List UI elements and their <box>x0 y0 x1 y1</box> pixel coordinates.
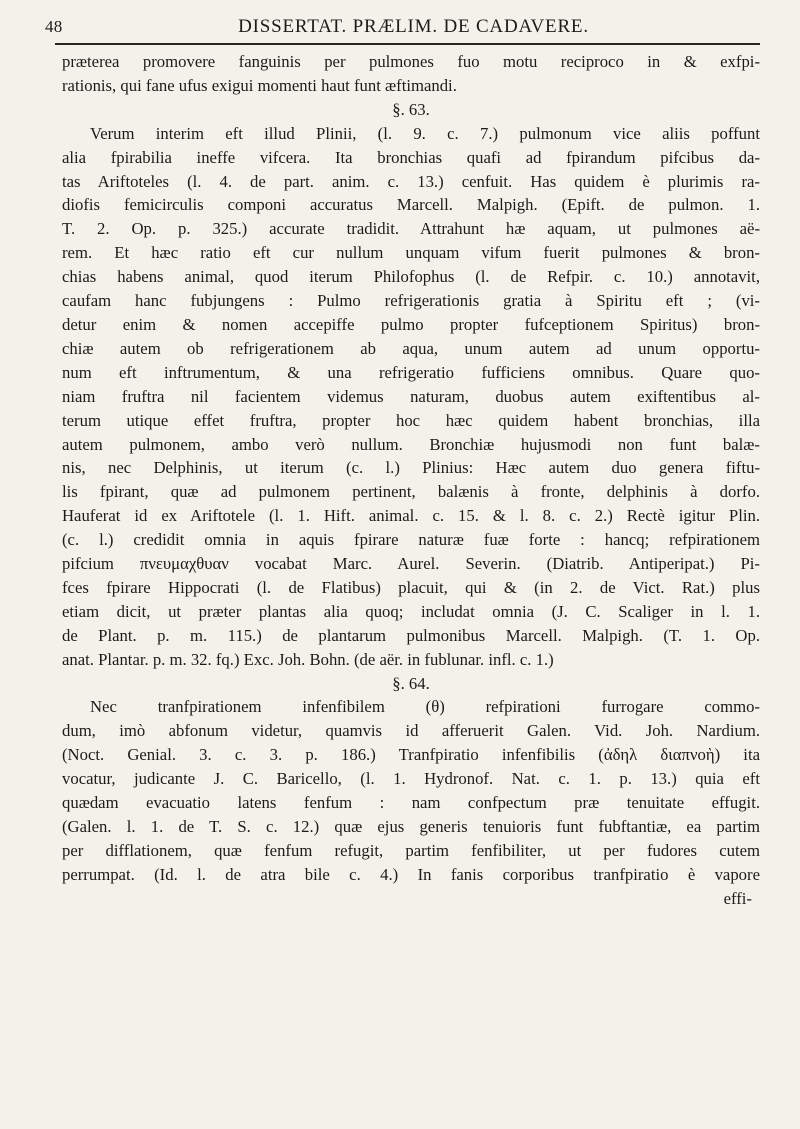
text-line: nis, nec Delphinis, ut iterum (c. l.) Plinius: Hæc autem duo genera fiftu- <box>62 458 760 478</box>
text-line: num eft inftrumentum, & una refrigeratio fufficiens omnibus. Quare quo- <box>62 362 760 382</box>
text-line: chiæ autem ob refrigerationem ab aqua, unum autem ad unum opportu- <box>62 338 760 358</box>
text-line: chias habens animal, quod iterum Philofophus (l. de Refpir. c. 10.) annotavit, <box>62 267 760 287</box>
text-line: autem pulmonem, ambo verò nullum. Bronchiæ hujusmodi non funt balæ- <box>62 434 760 454</box>
text-line: perrumpat. (Id. l. de atra bile c. 4.) In fanis corporibus tranfpiratio è vapore <box>62 864 760 884</box>
text-line: (Noct. Genial. 3. c. 3. p. 186.) Tranfpiratio infenfibilis (ἀδηλ διαπνοὴ) ita <box>62 745 760 765</box>
running-head: DISSERTAT. PRÆLIM. DE CADAVERE. <box>238 16 589 37</box>
page-header <box>45 16 760 38</box>
text-line: T. 2. Op. p. 325.) accurate tradidit. Attrahunt hæ aquam, ut pulmones aë- <box>62 219 760 239</box>
text-line: (c. l.) credidit omnia in aquis fpirare naturæ fuæ forte : hancq; refpirationem <box>62 530 760 550</box>
text-line: tas Ariftoteles (l. 4. de part. anim. c. 13.) cenfuit. Has quidem è plurimis ra- <box>62 171 760 191</box>
text-line: dum, imò abfonum videtur, quamvis id afferuerit Galen. Vid. Joh. Nardium. <box>62 721 760 741</box>
text-line: rem. Et hæc ratio eft cur nullum unquam vifum fuerit pulmones & bron- <box>62 243 760 263</box>
text-line: terum utique effet fruftra, propter hoc hæc quidem habent bronchias, illa <box>62 410 760 430</box>
text-line: etiam dicit, ut præter plantas alia quoq; includat omnia (J. C. Scaliger in l. 1. <box>62 601 760 621</box>
page-number: 48 <box>45 17 63 36</box>
text-line: diofis femicirculis componi accuratus Marcell. Malpigh. (Epift. de pulmon. 1. <box>62 195 760 215</box>
text-line: (Galen. l. 1. de T. S. c. 12.) quæ ejus generis tenuioris funt fubftantiæ, ea partim <box>62 817 760 836</box>
text-line: lis fpirant, quæ ad pulmonem pertinent, balænis à fronte, delphinis à dorfo. <box>62 482 760 502</box>
text-line: quædam evacuatio latens fenfum : nam confpectum præ tenuitate effugit. <box>62 793 760 813</box>
text-line: pifcium πνευμαχθυαν vocabat Marc. Aurel. Severin. (Diatrib. Antiperipat.) Pi- <box>62 554 760 574</box>
text-line: de Plant. p. m. 115.) de plantarum pulmonibus Marcell. Malpigh. (T. 1. Op. <box>62 625 760 645</box>
section-number: §. 63. <box>392 99 430 119</box>
catchword: effi- <box>723 888 752 908</box>
text-line: niam fruftra nil facientem videmus naturam, duobus autem exiftentibus al- <box>62 386 760 406</box>
text-line: anat. Plantar. p. m. 32. fq.) Exc. Joh. Bohn. (de aër. in fublunar. infl. c. 1.) <box>62 649 554 669</box>
text-line: detur enim & nomen accepiffe pulmo propter fufceptionem Spiritus) bron- <box>62 314 760 334</box>
text-line: per difflationem, quæ fenfum refugit, partim fenfibiliter, ut per fudores cutem <box>62 840 760 860</box>
text-line: Hauferat id ex Ariftotele (l. 1. Hift. animal. c. 15. & l. 8. c. 2.) Rectè igitur Plin. <box>62 506 760 526</box>
text-line: Nec tranfpirationem infenfibilem (θ) refpirationi furrogare commo- <box>90 697 760 717</box>
text-line: caufam hanc fubjungens : Pulmo refrigerationis gratia à Spiritu eft ; (vi- <box>62 291 760 311</box>
text-line: vocatur, judicante J. C. Baricello, (l. 1. Hydronof. Nat. c. 1. p. 13.) quia eft <box>62 769 760 789</box>
text-line: fces fpirare Hippocrati (l. de Flatibus) placuit, qui & (in 2. de Vict. Rat.) plus <box>62 577 760 597</box>
header-rule <box>55 43 760 45</box>
section-number: §. 64. <box>392 673 430 693</box>
text-line: rationis, qui fane ufus exigui momenti haut funt æftimandi. <box>62 75 457 95</box>
text-line: alia fpirabilia ineffe vifcera. Ita bronchias quafi ad fpirandum pifcibus da- <box>62 147 760 167</box>
text-line: Verum interim eft illud Plinii, (l. 9. c. 7.) pulmonum vice aliis poffunt <box>90 123 760 143</box>
text-line: præterea promovere fanguinis per pulmones fuo motu reciproco in & exfpi- <box>62 52 760 71</box>
body-text <box>62 50 760 911</box>
